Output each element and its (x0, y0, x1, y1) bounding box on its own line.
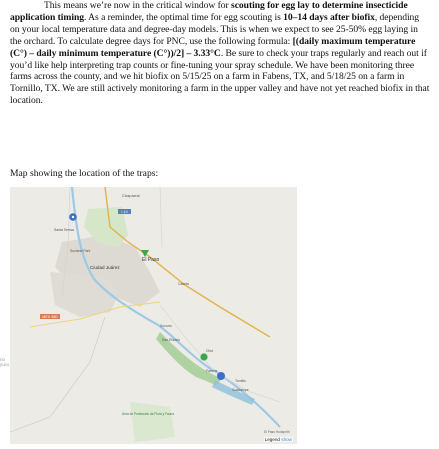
place-label: Santa Teresa (54, 228, 74, 232)
place-label: El Paso (142, 257, 160, 263)
text-run: This means we’re now in the critical window for (44, 0, 232, 11)
text-run: . As a reminder, the optimal time for egg scouting is (84, 11, 284, 23)
place-label: Sunland Park (70, 249, 91, 253)
bold-run: scouting for egg lay to determine insecticide application timing (10, 0, 408, 23)
legend-label: Legend (264, 437, 280, 442)
trap-pin-upper-valley[interactable] (69, 213, 77, 221)
place-label: El Paso Hudspeth (264, 430, 290, 434)
place-label: Chaparral (122, 193, 140, 198)
road-badge-label: MEX 45D (42, 315, 58, 319)
legend-show-link[interactable]: show (281, 437, 292, 442)
place-label: Ciudad Juárez (90, 265, 120, 270)
document-body (10, 0, 430, 107)
place-label: Fabens (206, 369, 218, 373)
place-label: San Elizario (162, 338, 181, 342)
bold-run: [(daily maximum temperature (C°) – daily minimum temperature (C°))/2] – 3.33°C (10, 35, 416, 59)
trap-location-map[interactable] (10, 187, 297, 444)
place-label: Socorro (160, 324, 172, 328)
place-label: Caseta (178, 282, 189, 286)
protected-area (130, 402, 175, 442)
text-run: . Be sure to check your traps regularly and reach out if you’d like help interpreting trap counts or fine-tuning your spray schedule. We have been monitoring three farms across the county, and we hit biofix on 5/15/25 on a farm in Fabens, TX, and 5/18/25 on a farm in Tornillo, TX. We are still actively monitoring a farm in the upper valley and have not yet reached biofix in that location. (10, 47, 430, 107)
map-canvas (10, 187, 297, 444)
place-label: Guadalupe (232, 388, 249, 392)
edge-label: yuco (0, 362, 10, 367)
trap-pin-tornillo[interactable] (217, 372, 225, 380)
place-label: Clint (206, 349, 213, 353)
place-label: Tornillo (235, 379, 246, 383)
intro-paragraph (10, 0, 430, 107)
edge-label: rio (0, 357, 5, 362)
trap-pin-fabens[interactable] (200, 353, 207, 360)
map-legend[interactable] (264, 437, 293, 442)
place-label: Área de Protección de Flora y Fauna (122, 412, 175, 416)
bold-run: 10–14 days after biofix (283, 11, 375, 23)
map-caption: Map showing the location of the traps: (10, 168, 159, 179)
text-run: , depending on your local temperature data and degree-day models. This is when we expect to see 25-50% egg laying in the orchard. To calculate degree days for PNC, use the following formula: (10, 11, 420, 47)
road-badge-label: I-10 (121, 210, 128, 214)
